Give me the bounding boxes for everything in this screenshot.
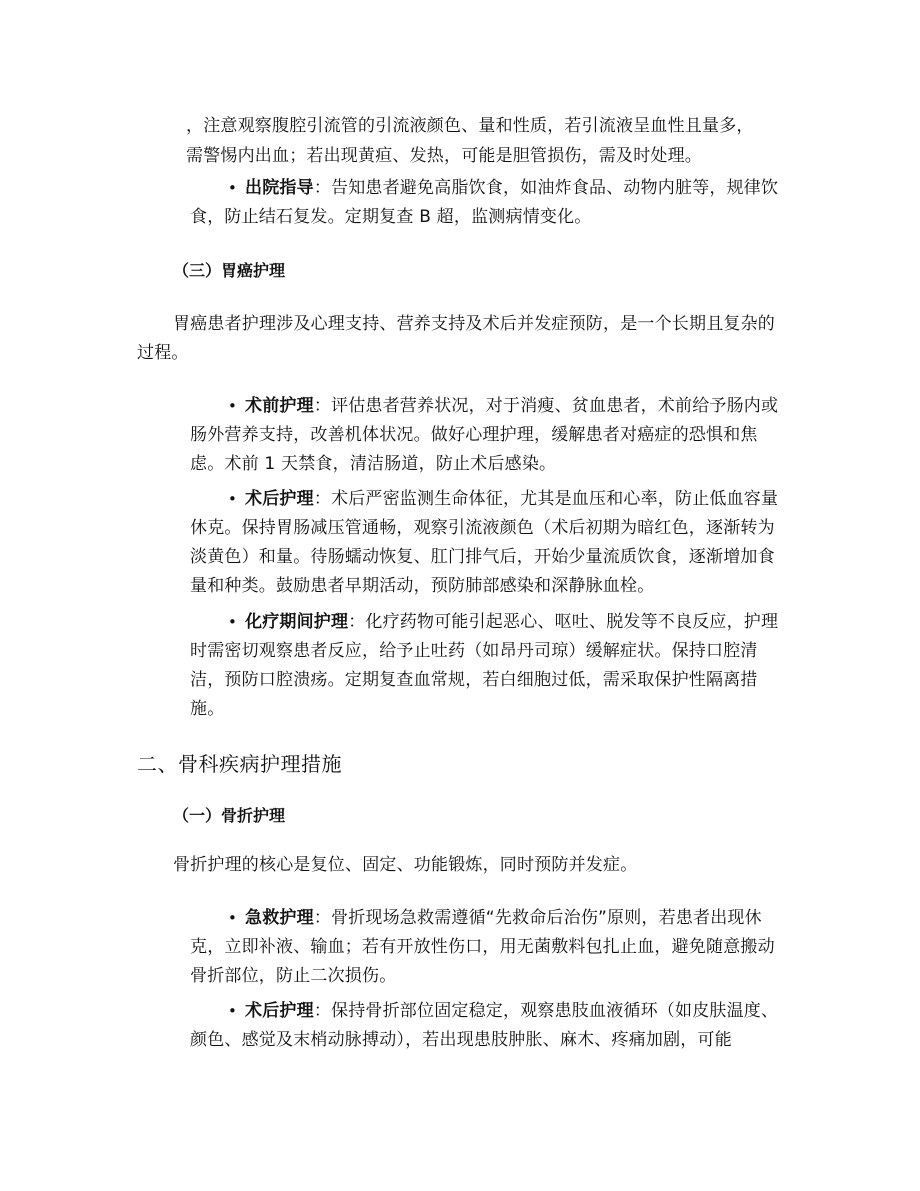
preop-care-label: 术前护理: [245, 396, 314, 416]
continuation-line-1: ，注意观察腹腔引流管的引流液颜色、量和性质，若引流液呈血性且量多，: [186, 116, 754, 136]
bullet-dot: •: [228, 1002, 237, 1020]
fracture-care-intro: 骨折护理的核心是复位、固定、功能锻炼，同时预防并发症。: [173, 855, 638, 875]
fracture-care-heading: （一）骨折护理: [173, 806, 286, 825]
preop-care-text: ：评估患者营养状况，对于消瘦、贫血患者，术前给予肠内或肠外营养支持，改善机体状况。做好心理护理，缓解患者对癌症的恐惧和焦虑。术前 1 天禁食，清洁肠道，防止术后感染。: [190, 396, 779, 474]
fracture-postop-care-label: 术后护理: [245, 1001, 314, 1021]
gastric-cancer-intro: 胃癌患者护理涉及心理支持、营养支持及术后并发症预防，是一个长期且复杂的过程。: [137, 314, 775, 363]
discharge-guidance-item: [190, 174, 790, 232]
continuation-line-2: 需警惕内出血；若出现黄疸、发热，可能是胆管损伤，需及时处理。: [186, 146, 702, 166]
bullet-dot: •: [228, 397, 237, 415]
bullet-dot: •: [228, 179, 237, 197]
postop-care-item: [190, 485, 790, 601]
fracture-postop-care-item: [190, 997, 790, 1055]
chemo-care-item: [190, 608, 790, 724]
discharge-guidance-text: ：告知患者避免高脂饮食，如油炸食品、动物内脏等，规律饮食，防止结石复发。定期复查 B 超，监测病情变化。: [190, 178, 779, 227]
postop-care-label: 术后护理: [245, 489, 314, 509]
bullet-dot: •: [228, 613, 237, 631]
emergency-care-item: [190, 904, 790, 991]
preop-care-item: [190, 392, 790, 479]
discharge-guidance-label: 出院指导: [245, 178, 314, 198]
gastric-cancer-heading: （三）胃癌护理: [173, 261, 286, 280]
emergency-care-label: 急救护理: [245, 908, 314, 928]
chemo-care-text: ：化疗药物可能引起恶心、呕吐、脱发等不良反应，护理时需密切观察患者反应，给予止吐药（如昂丹司琼）缓解症状。保持口腔清洁，预防口腔溃疡。定期复查血常规，若白细胞过低，需采取保护性隔离措施。: [190, 612, 779, 719]
fracture-postop-care-text: ：保持骨折部位固定稳定，观察患肢血液循环（如皮肤温度、颜色、感觉及末梢动脉搏动），若出现患肢肿胀、麻木、疼痛加剧，可能: [190, 1001, 779, 1050]
postop-care-text: ：术后严密监测生命体征，尤其是血压和心率，防止低血容量休克。保持胃肠减压管通畅，观察引流液颜色（术后初期为暗红色，逐渐转为淡黄色）和量。待肠蠕动恢复、肛门排气后，开始少量流质饮食，逐渐增加食量和种类。鼓励患者早期活动，预防肺部感染和深静脉血栓。: [190, 489, 779, 596]
orthopedic-section-heading: 二、骨科疾病护理措施: [137, 752, 342, 776]
bullet-dot: •: [228, 490, 237, 508]
chemo-care-label: 化疗期间护理: [245, 612, 349, 632]
bullet-dot: •: [228, 909, 237, 927]
emergency-care-text: ：骨折现场急救需遵循“先救命后治伤”原则，若患者出现休克，立即补液、输血；若有开放性伤口，用无菌敷料包扎止血，避免随意搬动骨折部位，防止二次损伤。: [190, 908, 775, 986]
